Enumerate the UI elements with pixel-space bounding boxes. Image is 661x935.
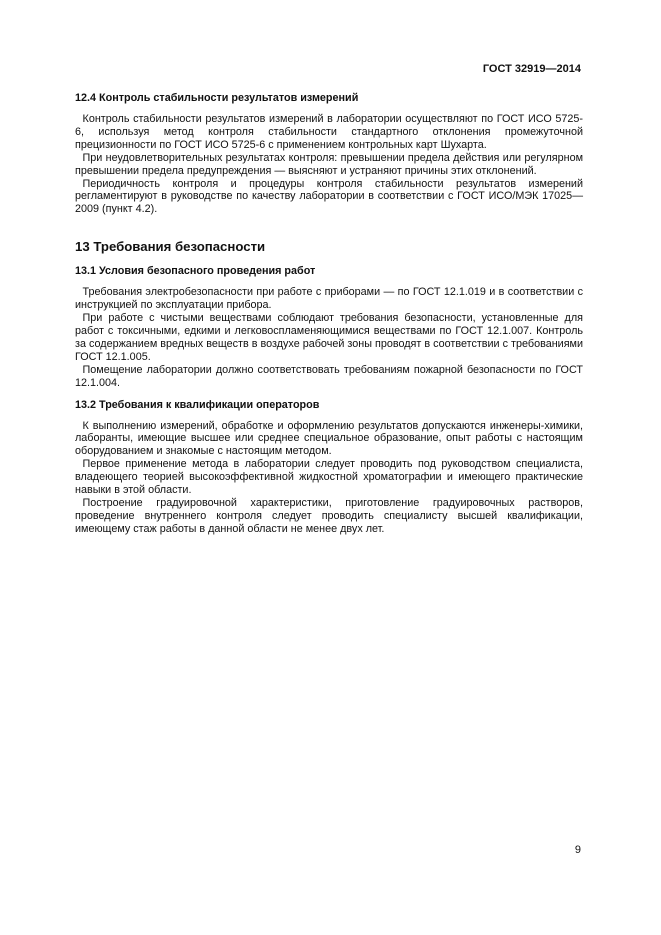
paragraph: Контроль стабильности результатов измерений в лаборатории осуществляют по ГОСТ ИСО 5725-6, используя метод контроля стабильности стандартного отклонения промежуточной прецизионности по ГОСТ ИСО 5725-6 с применением контрольных карт Шухарта.: [75, 113, 583, 151]
section-heading-13-1: 13.1 Условия безопасного проведения работ: [75, 265, 316, 278]
page-number: 9: [574, 844, 581, 856]
paragraph: Первое применение метода в лаборатории следует проводить под руководством специалиста, владеющего теорией высокоэффективной жидкостной хроматографии и имеющего практические навыки в этой области.: [75, 458, 583, 497]
paragraph: При работе с чистыми веществами соблюдают требования безопасности, установленные для работ с токсичными, едкими и легковоспламеняющимися веществами по ГОСТ 12.1.007. Контроль за содержанием вредных веществ в воздухе рабочей зоны проводят в соответствии с требованиями ГОСТ 12.1.005.: [75, 312, 583, 363]
paragraph: При неудовлетворительных результатах контроля: превышении предела действия или регулярном превышении предела предупреждения — выясняют и устраняют причины этих отклонений.: [75, 151, 583, 177]
paragraph: Периодичность контроля и процедуры контроля стабильности результатов измерений регламентируют в руководстве по качеству лаборатории в соответствии с ГОСТ ИСО/МЭК 17025—2009 (пункт 4.2).: [75, 177, 583, 216]
paragraph: Требования электробезопасности при работе с приборами — по ГОСТ 12.1.019 и в соответствии с инструкцией по эксплуатации прибора.: [75, 286, 583, 312]
paragraph: К выполнению измерений, обработке и оформлению результатов допускаются инженеры-химики, лаборанты, имеющие высшее или среднее специальное образование, опыт работы с настоящим оборудованием и знакомые с настоящим методом.: [75, 419, 583, 458]
section-heading-12-4: 12.4 Контроль стабильности результатов измерений: [75, 92, 359, 104]
document-code: ГОСТ 32919—2014: [482, 63, 581, 75]
section-heading-13-2: 13.2 Требования к квалификации операторов: [75, 398, 320, 411]
paragraph: Построение градуировочной характеристики, приготовление градуировочных растворов, проведение внутреннего контроля следует проводить специалисту высшей квалификации, имеющему стаж работы в данной области не менее двух лет.: [75, 496, 583, 535]
document-body: [75, 92, 583, 536]
section-heading-13: 13 Требования безопасности: [75, 239, 266, 255]
paragraph: Помещение лаборатории должно соответствовать требованиям пожарной безопасности по ГОСТ 12.1.004.: [75, 363, 583, 389]
